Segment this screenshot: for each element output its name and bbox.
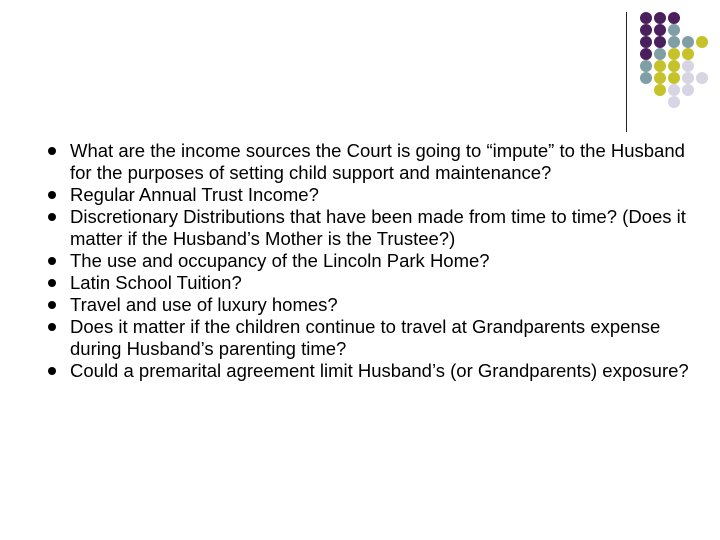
list-item-text: Discretionary Distributions that have been made from time to time? (Does it matter if the Husband’s Mother is the Trustee?) [70, 206, 686, 249]
bullet-icon [48, 301, 56, 309]
list-item-text: Regular Annual Trust Income? [70, 184, 319, 205]
decor-dot [654, 84, 666, 96]
decor-dot [668, 12, 680, 24]
decor-dot [640, 48, 652, 60]
list-item [48, 360, 698, 382]
decor-dot [654, 72, 666, 84]
bullet-list [48, 140, 698, 382]
list-item [48, 316, 698, 360]
decor-dot [654, 24, 666, 36]
bullet-icon [48, 367, 56, 375]
decor-dot [682, 60, 694, 72]
decor-dot [640, 12, 652, 24]
list-item-text: Travel and use of luxury homes? [70, 294, 338, 315]
list-item-text: Could a premarital agreement limit Husband’s (or Grandparents) exposure? [70, 360, 689, 381]
bullet-icon [48, 213, 56, 221]
decor-dot [668, 24, 680, 36]
bullet-icon [48, 279, 56, 287]
bullet-icon [48, 147, 56, 155]
decor-dot [696, 36, 708, 48]
decor-dot [668, 96, 680, 108]
decor-dot [640, 24, 652, 36]
list-item [48, 206, 698, 250]
list-item-text: Latin School Tuition? [70, 272, 242, 293]
decor-dot [682, 48, 694, 60]
list-item-text: The use and occupancy of the Lincoln Park Home? [70, 250, 490, 271]
bullet-icon [48, 323, 56, 331]
list-item-text: Does it matter if the children continue to travel at Grandparents expense during Husband’s parenting time? [70, 316, 661, 359]
dot-grid-logo-icon [640, 12, 715, 107]
decor-dot [640, 36, 652, 48]
decor-dot [654, 12, 666, 24]
decor-dot [640, 72, 652, 84]
bullet-icon [48, 257, 56, 265]
decor-dot [654, 48, 666, 60]
decor-dot [696, 72, 708, 84]
list-item [48, 140, 698, 184]
decor-dot [682, 84, 694, 96]
decor-dot [640, 60, 652, 72]
decor-dot [682, 72, 694, 84]
decor-dot [668, 72, 680, 84]
decor-dot [654, 36, 666, 48]
list-item [48, 272, 698, 294]
list-item [48, 184, 698, 206]
list-item [48, 294, 698, 316]
list-item [48, 250, 698, 272]
decor-dot [668, 36, 680, 48]
bullet-icon [48, 191, 56, 199]
decor-dot [654, 60, 666, 72]
decor-dot [668, 48, 680, 60]
decor-dot [682, 36, 694, 48]
decor-divider-line [626, 12, 627, 132]
decor-dot [668, 60, 680, 72]
decor-dot [668, 84, 680, 96]
list-item-text: What are the income sources the Court is going to “impute” to the Husband for the purposes of setting child support and maintenance? [70, 140, 685, 183]
